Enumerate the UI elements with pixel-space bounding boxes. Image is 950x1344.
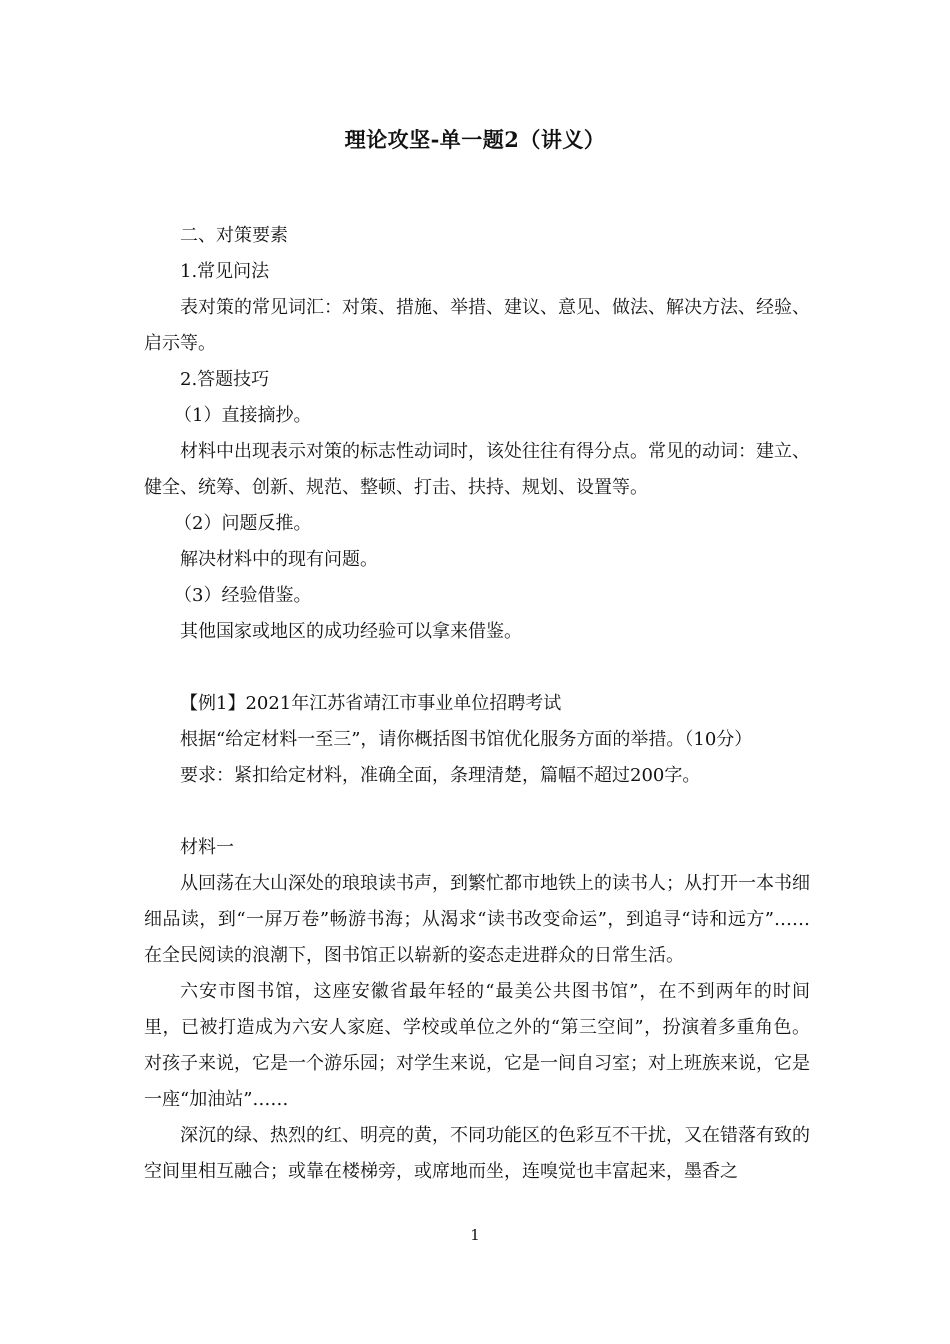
tip1-text: 材料中出现表示对策的标志性动词时，该处往往有得分点。常见的动词：建立、健全、统筹、创新、规范、整顿、打击、扶持、规划、设置等。 (144, 441, 810, 498)
section-heading: 二、对策要素 (180, 225, 288, 246)
example-question: 根据“给定材料一至三”，请你概括图书馆优化服务方面的举措。（10分） (180, 729, 753, 750)
document-body (144, 218, 810, 1190)
spacer (144, 794, 810, 830)
page-number: 1 (470, 1226, 480, 1244)
material-paragraph-3: 深沉的绿、热烈的红、明亮的黄，不同功能区的色彩互不干扰，又在错落有致的空间里相互融合；或靠在楼梯旁，或席地而坐，连嗅觉也丰富起来，墨香之 (144, 1125, 810, 1182)
tip2-text: 解决材料中的现有问题。 (180, 549, 378, 570)
spacer (144, 650, 810, 686)
material-heading: 材料一 (180, 837, 234, 858)
item1-text: 表对策的常见词汇：对策、措施、举措、建议、意见、做法、解决方法、经验、启示等。 (144, 297, 810, 354)
material-paragraph-1: 从回荡在大山深处的琅琅读书声，到繁忙都市地铁上的读书人；从打开一本书细细品读，到“一屏万卷”畅游书海；从渴求“读书改变命运”，到追寻“诗和远方”……在全民阅读的浪潮下，图书馆正以崭新的姿态走进群众的日常生活。 (144, 873, 810, 966)
material-paragraph-2: 六安市图书馆，这座安徽省最年轻的“最美公共图书馆”，在不到两年的时间里，已被打造成为六安人家庭、学校或单位之外的“第三空间”，扮演着多重角色。对孩子来说，它是一个游乐园；对学生来说，它是一间自习室；对上班族来说，它是一座“加油站”…… (144, 981, 810, 1110)
tip3-text: 其他国家或地区的成功经验可以拿来借鉴。 (180, 621, 522, 642)
tip2-heading: （2）问题反推。 (174, 513, 312, 534)
document-title: 理论攻坚-单一题2（讲义） (344, 127, 606, 152)
example-title: 【例1】2021年江苏省靖江市事业单位招聘考试 (180, 693, 562, 714)
tip3-heading: （3）经验借鉴。 (174, 585, 312, 606)
item1-heading: 1.常见问法 (180, 261, 270, 282)
item2-heading: 2.答题技巧 (180, 369, 270, 390)
example-requirement: 要求：紧扣给定材料，准确全面，条理清楚，篇幅不超过200字。 (180, 765, 701, 786)
tip1-heading: （1）直接摘抄。 (174, 405, 312, 426)
